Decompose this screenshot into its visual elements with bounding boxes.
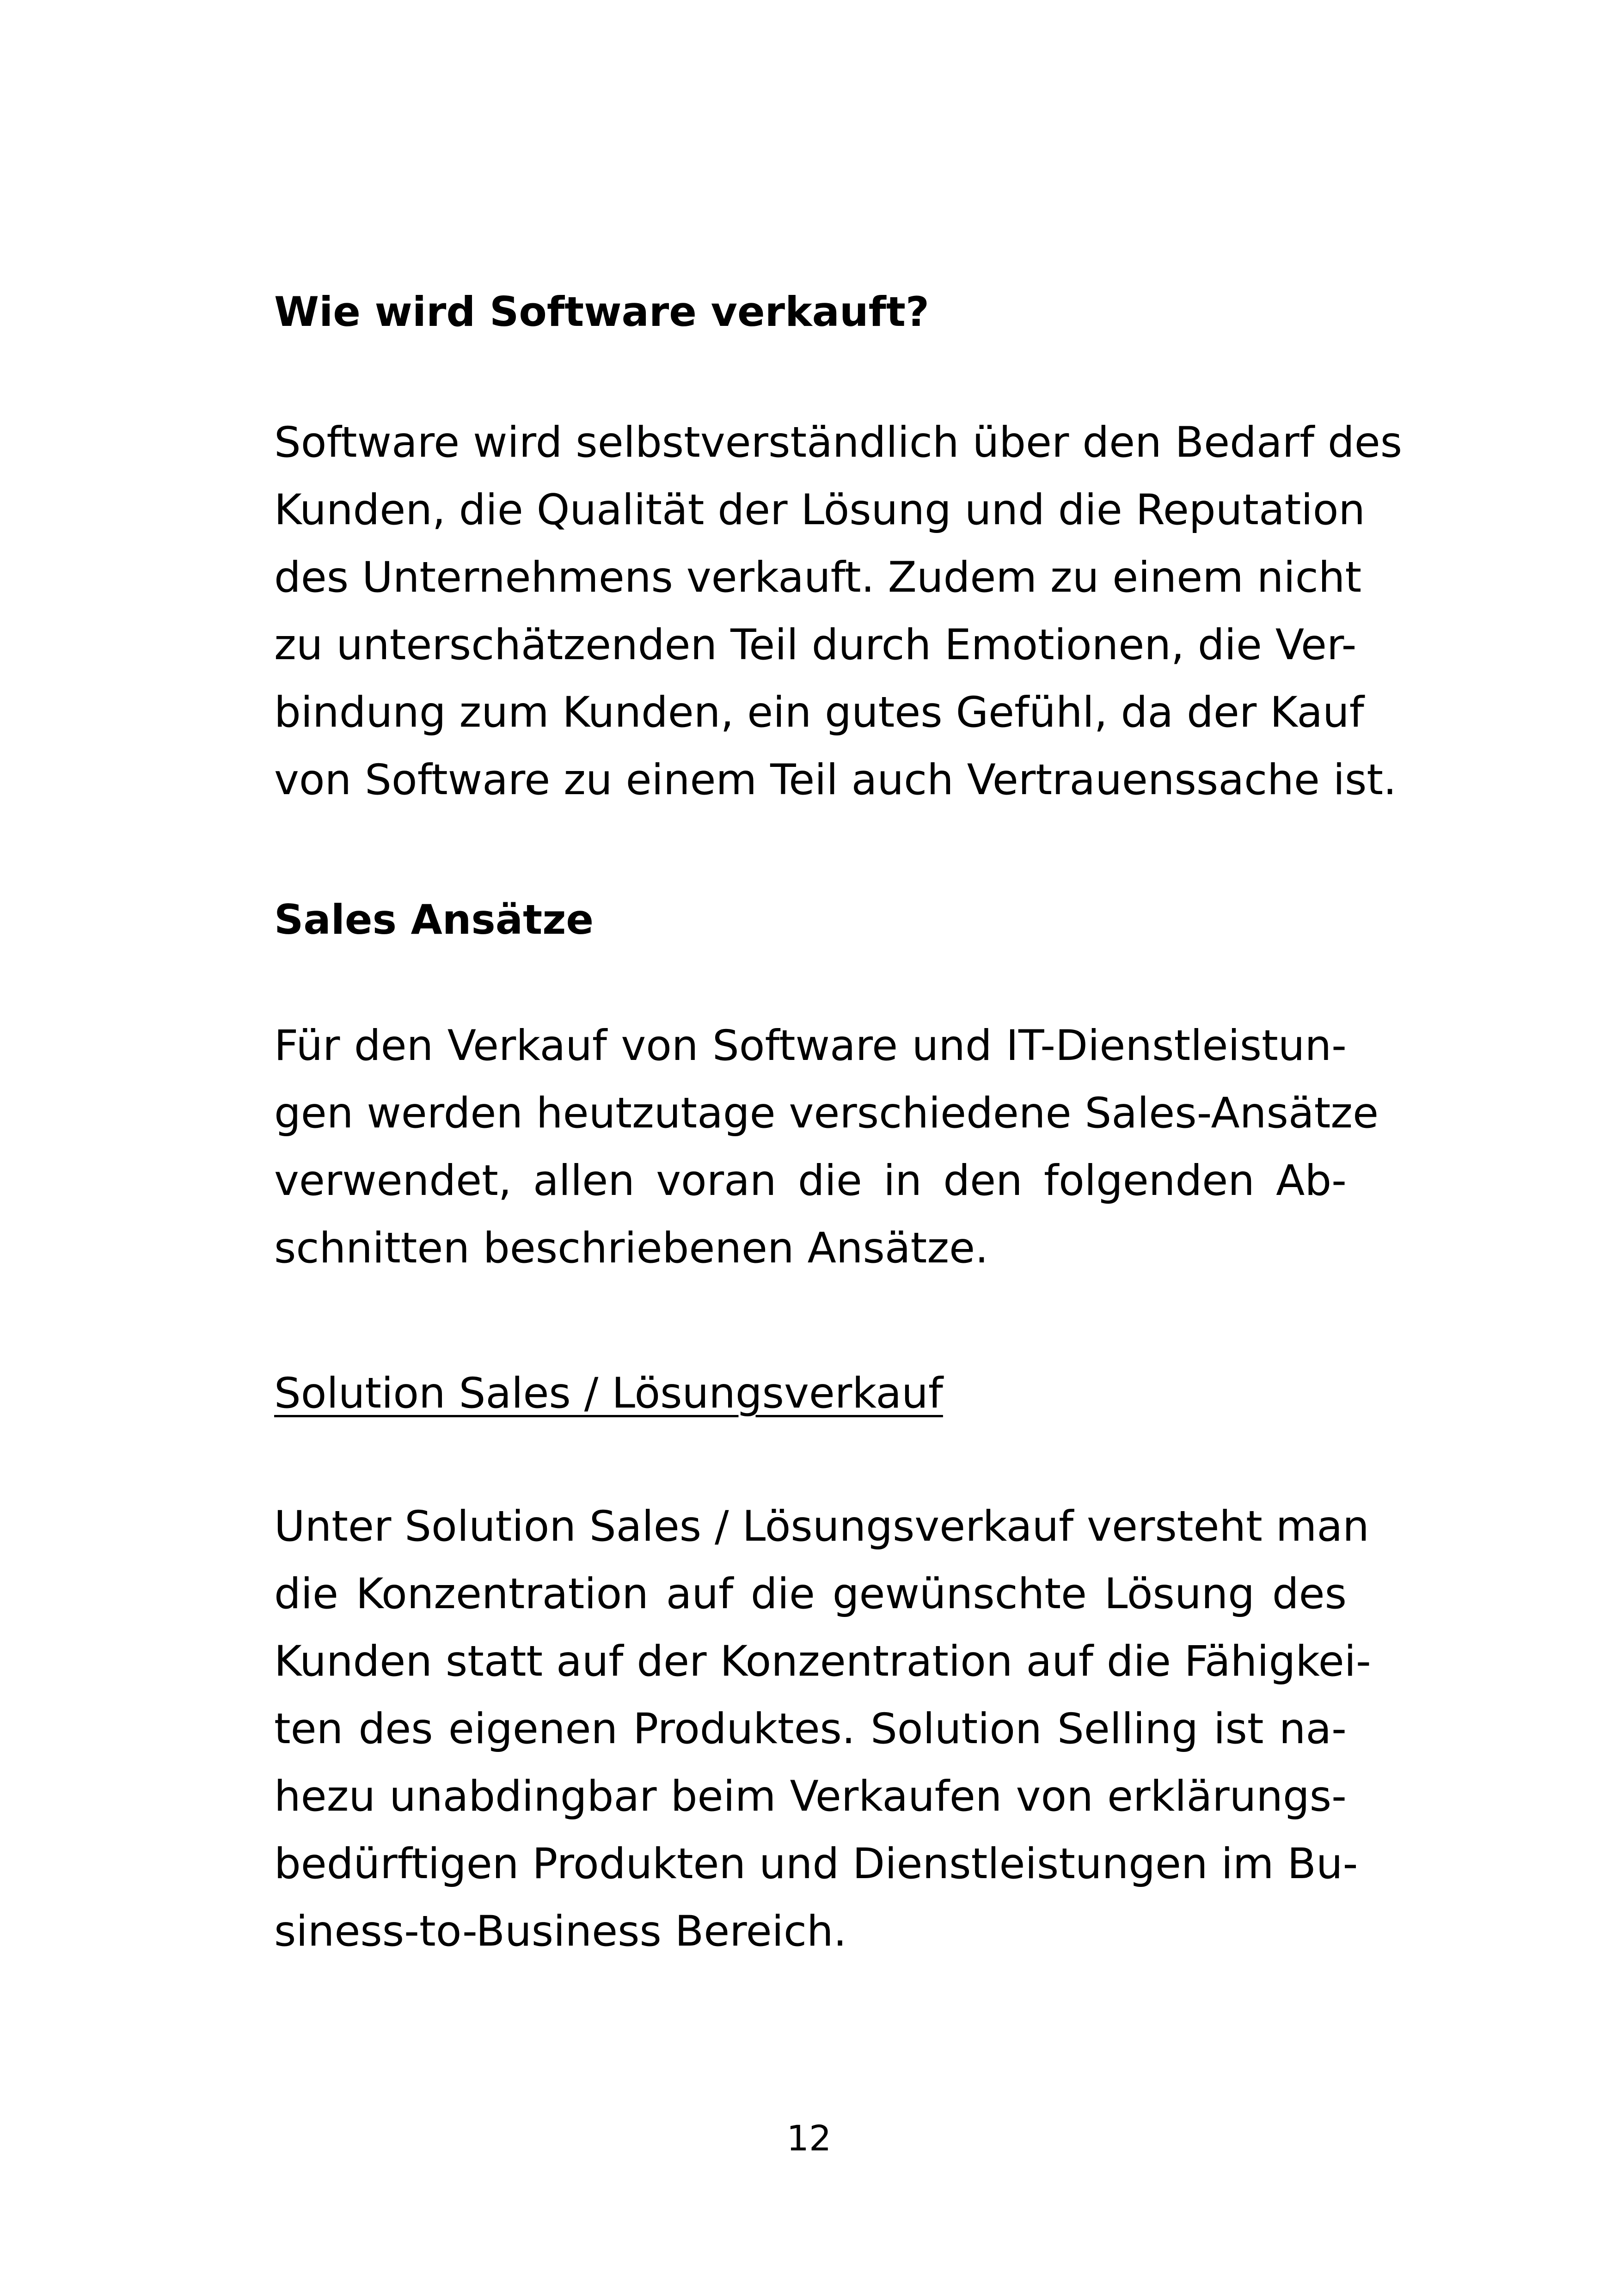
text-line: zu unterschätzenden Teil durch Emotionen, die Ver- xyxy=(274,621,1357,669)
text-line: Unter Solution Sales / Lösungsverkauf versteht man xyxy=(274,1502,1369,1551)
heading-wie-wird-software-verkauft: Wie wird Software verkauft? xyxy=(274,288,930,336)
text-line: bindung zum Kunden, ein gutes Gefühl, da der Kauf xyxy=(274,688,1364,737)
paragraph-software-verkauf xyxy=(274,409,1403,814)
text-line: von Software zu einem Teil auch Vertrauenssache ist. xyxy=(274,756,1397,804)
text-line: ten des eigenen Produktes. Solution Selling ist na- xyxy=(274,1705,1347,1753)
page-number: 12 xyxy=(786,2118,832,2159)
text-line: Software wird selbstverständlich über den Bedarf des xyxy=(274,418,1403,467)
text-line: Für den Verkauf von Software und IT-Dienstleistun- xyxy=(274,1022,1347,1070)
text-line: Kunden, die Qualität der Lösung und die Reputation xyxy=(274,486,1366,534)
text-line: die Konzentration auf die gewünschte Lösung des xyxy=(274,1570,1347,1618)
text-line: schnitten beschriebenen Ansätze. xyxy=(274,1224,989,1273)
text-line: Kunden statt auf der Konzentration auf die Fähigkei- xyxy=(274,1637,1371,1686)
subheading-solution-sales: Solution Sales / Lösungsverkauf xyxy=(274,1369,943,1418)
paragraph-solution-sales xyxy=(274,1493,1371,1965)
text-line: verwendet, allen voran die in den folgenden Ab- xyxy=(274,1157,1347,1205)
text-line: des Unternehmens verkauft. Zudem zu einem nicht xyxy=(274,553,1362,602)
text-line: siness-to-Business Bereich. xyxy=(274,1907,847,1956)
text-line: gen werden heutzutage verschiedene Sales-Ansätze xyxy=(274,1089,1379,1138)
paragraph-sales-ansaetze xyxy=(274,1012,1379,1282)
heading-sales-ansaetze: Sales Ansätze xyxy=(274,896,594,943)
text-line: bedürftigen Produkten und Dienstleistungen im Bu- xyxy=(274,1840,1358,1888)
text-line: hezu unabdingbar beim Verkaufen von erklärungs- xyxy=(274,1772,1347,1821)
